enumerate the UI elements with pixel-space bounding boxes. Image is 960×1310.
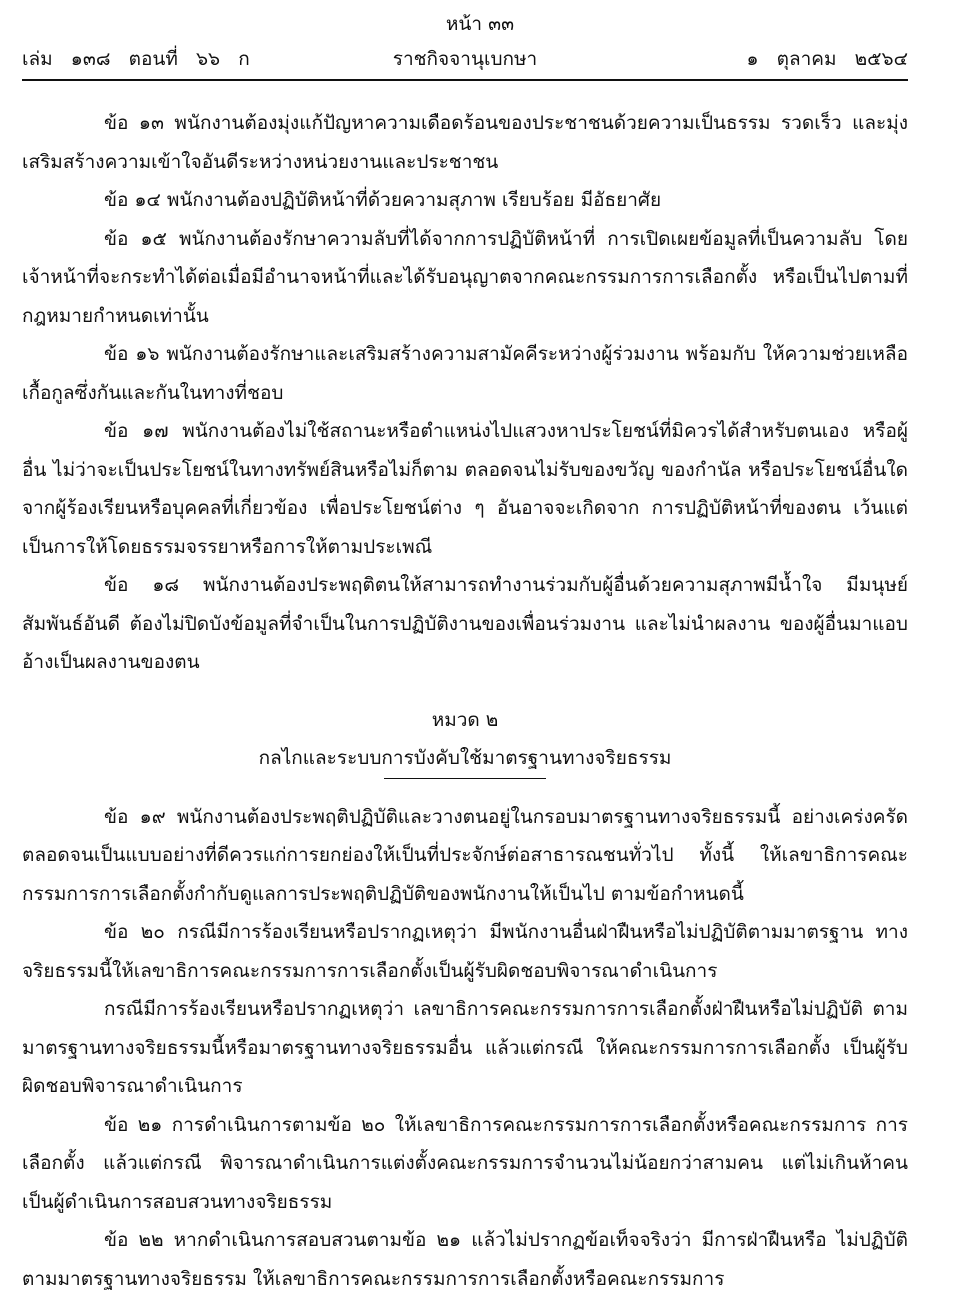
gazette-title: ราชกิจจานุเบกษา <box>392 48 538 70</box>
clause-19: ข้อ ๑๙ พนักงานต้องประพฤติปฏิบัติและวางตนอยู่ในกรอบมาตรฐานทางจริยธรรมนี้ อย่างเคร่งครัด ตลอดจนเป็นแบบอย่างที่ดีควรแก่การยกย่องให้เป็นที่ประจักษ์ต่อสาธารณชนทั่วไป ทั้งนี้ ให้เลขาธิการคณะกรรมการการเลือกตั้งกำกับดูแลการประพฤติปฏิบัติของพนักงานให้เป็นไป ตามข้อกำหนดนี้ <box>22 805 908 905</box>
clause-20-paragraph-2: กรณีมีการร้องเรียนหรือปรากฏเหตุว่า เลขาธิการคณะกรรมการการเลือกตั้งฝ่าฝืนหรือไม่ปฏิบัติ ตามมาตรฐานทางจริยธรรมนี้หรือมาตรฐานทางจริยธรรมอื่น แล้วแต่กรณี ให้คณะกรรมการการเลือกตั้ง เป็นผู้รับผิดชอบพิจารณาดำเนินการ <box>22 998 908 1097</box>
clause-22: ข้อ ๒๒ หากดำเนินการสอบสวนตามข้อ ๒๑ แล้วไม่ปรากฏข้อเท็จจริงว่า มีการฝ่าฝืนหรือ ไม่ปฏิบัติตามมาตรฐานทางจริยธรรม ให้เลขาธิการคณะกรรมการการเลือกตั้งหรือคณะกรรมการ <box>22 1229 908 1290</box>
clause-17: ข้อ ๑๗ พนักงานต้องไม่ใช้สถานะหรือตำแหน่งไปแสวงหาประโยชน์ที่มิควรได้สำหรับตนเอง หรือผู้อื่น ไม่ว่าจะเป็นประโยชน์ในทางทรัพย์สินหรือไม่ก็ตาม ตลอดจนไม่รับของขวัญ ของกำนัล หรือประโยชน์อื่นใดจากผู้ร้องเรียนหรือบุคคลที่เกี่ยวข้อง เพื่อประโยชน์ต่าง ๆ อันอาจจะเกิดจาก การปฏิบัติหน้าที่ของตน เว้นแต่เป็นการให้โดยธรรมจรรยาหรือการให้ตามประเพณี <box>22 420 908 558</box>
clause-14: ข้อ ๑๔ พนักงานต้องปฏิบัติหน้าที่ด้วยความสุภาพ เรียบร้อย มีอัธยาศัย <box>104 189 662 211</box>
document-body <box>22 104 908 1298</box>
chapter-title: กลไกและระบบการบังคับใช้มาตรฐานทางจริยธรรม <box>258 747 672 769</box>
chapter-number: หมวด ๒ <box>431 708 499 731</box>
clause-16: ข้อ ๑๖ พนักงานต้องรักษาและเสริมสร้างความสามัคคีระหว่างผู้ร่วมงาน พร้อมกับ ให้ความช่วยเหลือเกื้อกูลซึ่งกันและกันในทางที่ชอบ <box>22 343 908 404</box>
clause-13: ข้อ ๑๓ พนักงานต้องมุ่งแก้ปัญหาความเดือดร้อนของประชาชนด้วยความเป็นธรรม รวดเร็ว และมุ่งเสริมสร้างความเข้าใจอันดีระหว่างหน่วยงานและประชาชน <box>22 112 908 173</box>
publication-date: ๑ ตุลาคม ๒๕๖๔ <box>746 48 908 70</box>
clause-15: ข้อ ๑๕ พนักงานต้องรักษาความลับที่ได้จากการปฏิบัติหน้าที่ การเปิดเผยข้อมูลที่เป็นความลับ โดยเจ้าหน้าที่จะกระทำได้ต่อเมื่อมีอำนาจหน้าที่และได้รับอนุญาตจากคณะกรรมการการเลือกตั้ง หรือเป็นไปตามที่กฎหมายกำหนดเท่านั้น <box>22 227 908 327</box>
page-number: หน้า ๓๓ <box>445 13 515 35</box>
clause-20: ข้อ ๒๐ กรณีมีการร้องเรียนหรือปรากฏเหตุว่า มีพนักงานอื่นฝ่าฝืนหรือไม่ปฏิบัติตามมาตรฐาน ทางจริยธรรมนี้ให้เลขาธิการคณะกรรมการการเลือกตั้งเป็นผู้รับผิดชอบพิจารณาดำเนินการ <box>22 921 908 982</box>
volume-issue: เล่ม ๑๓๘ ตอนที่ ๖๖ ก <box>22 48 250 70</box>
chapter-divider <box>384 778 546 779</box>
gazette-header <box>22 46 908 72</box>
chapter-heading <box>22 701 908 779</box>
clause-21: ข้อ ๒๑ การดำเนินการตามข้อ ๒๐ ให้เลขาธิการคณะกรรมการการเลือกตั้งหรือคณะกรรมการ การเลือกตั้ง แล้วแต่กรณี พิจารณาดำเนินการแต่งตั้งคณะกรรมการจำนวนไม่น้อยกว่าสามคน แต่ไม่เกินห้าคน เป็นผู้ดำเนินการสอบสวนทางจริยธรรม <box>22 1113 908 1213</box>
header-divider <box>22 79 908 81</box>
clause-18: ข้อ ๑๘ พนักงานต้องประพฤติตนให้สามารถทำงานร่วมกับผู้อื่นด้วยความสุภาพมีน้ำใจ มีมนุษย์สัมพันธ์อันดี ต้องไม่ปิดบังข้อมูลที่จำเป็นในการปฏิบัติงานของเพื่อนร่วมงาน และไม่นำผลงาน ของผู้อื่นมาแอบอ้างเป็นผลงานของตน <box>22 574 908 673</box>
